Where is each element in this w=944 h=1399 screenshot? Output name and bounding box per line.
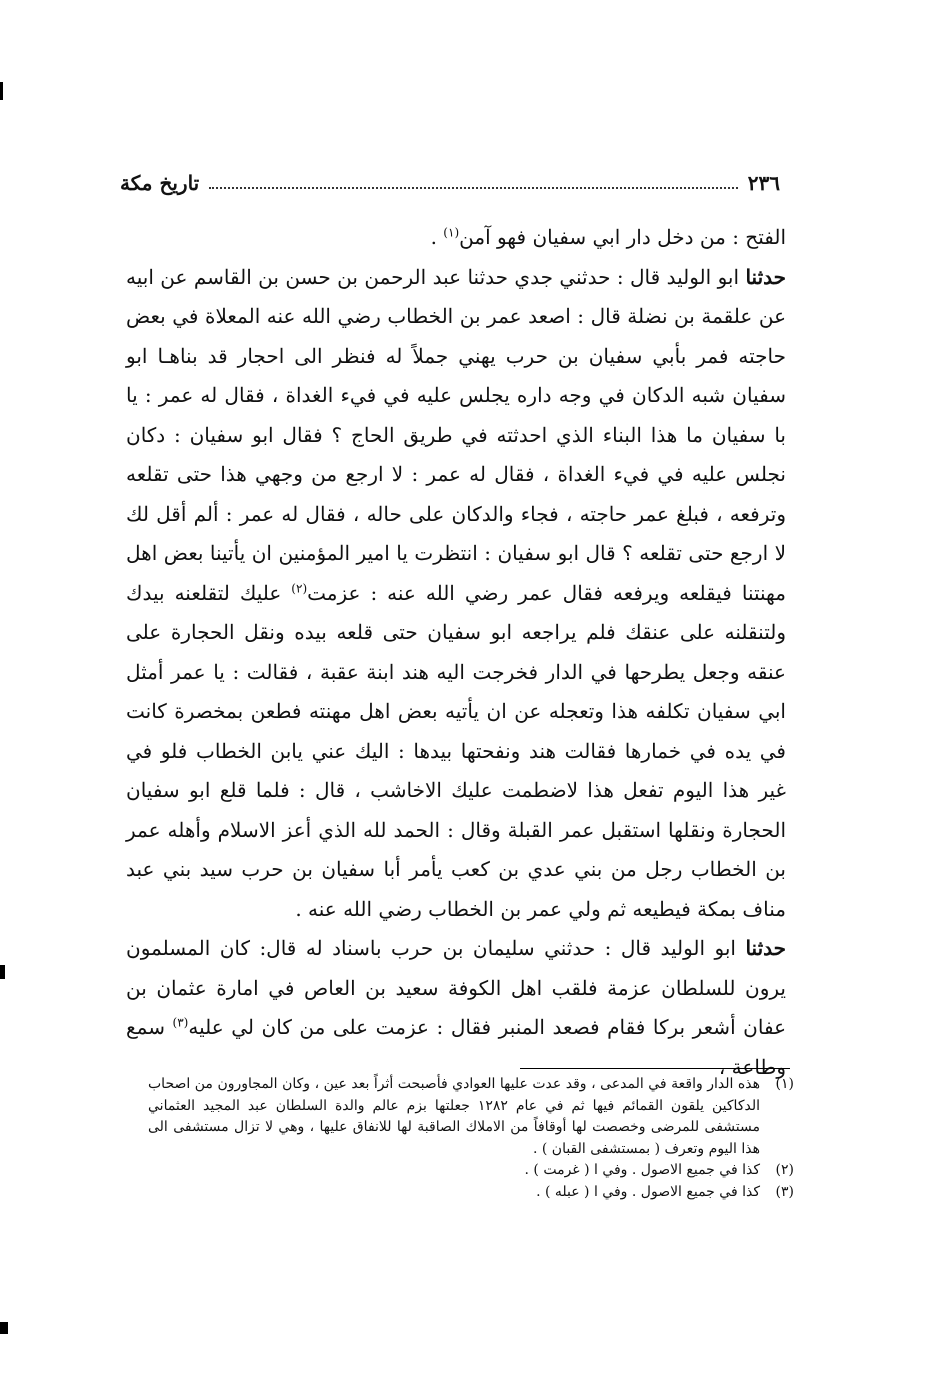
footnote-ref-1: (١) <box>443 225 460 240</box>
narration-text: ابو الوليد قال : حدثني سليمان بن حرب باسناد له قال: كان المسلمون يرون للسلطان عزمة فلقب اهل الكوفة سعيد بن العاص في امارة عثمان بن عفان أشعر بركا فقام فصعد المنبر فقال : عزمت على من كان لي عليه <box>126 936 787 1039</box>
main-text <box>126 218 786 1087</box>
scan-edge-mark <box>0 1322 8 1334</box>
narration-paragraph <box>126 929 786 1087</box>
footnote <box>148 1160 794 1182</box>
footnote-text: كذا في جميع الاصول . وفي ا ( غرمت ) . <box>524 1162 760 1178</box>
page-number: ٢٣٦ <box>747 171 780 195</box>
header-dotted-leader <box>209 187 738 189</box>
narration-paragraph <box>126 258 786 930</box>
narration-text: ابو الوليد قال : حدثني جدي حدثنا عبد الرحمن بن حسن بن القاسم عن ابيه عن علقمة بن نضلة قال : اصعد عمر بن الخطاب رضي الله عنه المعلاة في بعض حاجته فمر بأبي سفيان بن حرب يهني جملاً له فنظر الى احجار قد بناهـا ابو سفيان شبه الدكان في وجه داره يجلس عليه في فيء الغداة ، فقال له عمر : يا با سفيان ما هذا البناء الذي احدثته في طريق الحاج ؟ فقال ابو سفيان : دكان نجلس عليه في فيء الغداة ، فقال له عمر : لا ارجع من وجهي هذا حتى تقلعه وترفعه ، فبلغ عمر حاجته ، فجاء والدكان على حاله ، فقال له عمر : ألم أقل لك لا ارجع حتى تقلعه ؟ قال ابو سفيان : انتظرت يا امير المؤمنين ان يأتينا بعض اهل مهنتنا فيقلعه ويرفعه فقال عمر رضي الله عنه : عزمت <box>126 264 786 605</box>
running-header <box>120 168 780 198</box>
scan-edge-mark <box>0 965 5 979</box>
footnote-separator <box>520 1068 790 1069</box>
book-title: تاريخ مكة <box>120 171 200 195</box>
footnote-number: (٢) <box>775 1162 794 1178</box>
footnote-ref-2: (٢) <box>291 580 308 595</box>
footnote-text: كذا في جميع الاصول . وفي ا ( عبله ) . <box>536 1183 760 1200</box>
narration-text-cont: سمع وطاعة ، <box>126 1015 786 1079</box>
footnote-ref-3: (٣) <box>172 1015 189 1030</box>
footnote <box>148 1074 794 1160</box>
footnote <box>148 1182 794 1204</box>
footnote-text: هذه الدار واقعة في المدعى ، وقد عدت عليها العوادي فأصبحت أثراً بعد عين ، وكان المجاورون من اصحاب الدكاكين يلقون القمائم فيها ثم في عام ١٢٨٢ جعلتها بزم عالم والدة السلطان عبد المجيد العثماني مستشفى للمرضى وخصصت لها أوقافاً من الاملاك الصاقبة لها للانفاق عليها ، وهي لا تزال مستشفى الى هذا اليوم وتعرف ( بمستشفى القبان ) . <box>148 1076 760 1157</box>
footnotes <box>148 1074 794 1203</box>
hadith-lead-word: حدثنا <box>745 264 787 289</box>
hadith-lead-word: حدثنا <box>745 936 786 960</box>
footnote-number: (٣) <box>775 1183 794 1200</box>
scan-edge-mark <box>0 82 3 100</box>
intro-paragraph: الفتح : من دخل دار ابي سفيان فهو آمن$^{(١)}$ . <box>430 225 786 249</box>
narration-text-cont: عليك لتقلعنه بيدك ولتنقلنه على عنقك فلم يراجعه ابو سفيان حتى قلعه بيده ونقل الحجارة على عنقه وجعل يطرحها في الدار فخرجت اليه هند ابنة عقبة ، فقالت : يا عمر أمثل ابي سفيان تكلفه هذا وتعجله عن ان يأتيه بعض اهل مهنته فطعن بمخصرة كانت في يده في خمارها فقالت هند ونفحتها بيدها : اليك عني يابن الخطاب فلو في غير هذا اليوم تفعل هذا لاضطمت عليك الاخاشب ، قال : فلما قلع ابو سفيان الحجارة ونقلها استقبل عمر القبلة وقال : الحمد لله الذي أعز الاسلام وأهله عمر بن الخطاب رجل من بني عدي بن كعب يأمر أبا سفيان بن حرب سيد بني عبد مناف بمكة فيطيعه ثم ولي عمر بن الخطاب رضي الله عنه . <box>126 580 786 921</box>
footnote-number: (١) <box>775 1076 794 1092</box>
intro-text: الفتح : من دخل دار ابي سفيان فهو آمن <box>459 225 786 249</box>
